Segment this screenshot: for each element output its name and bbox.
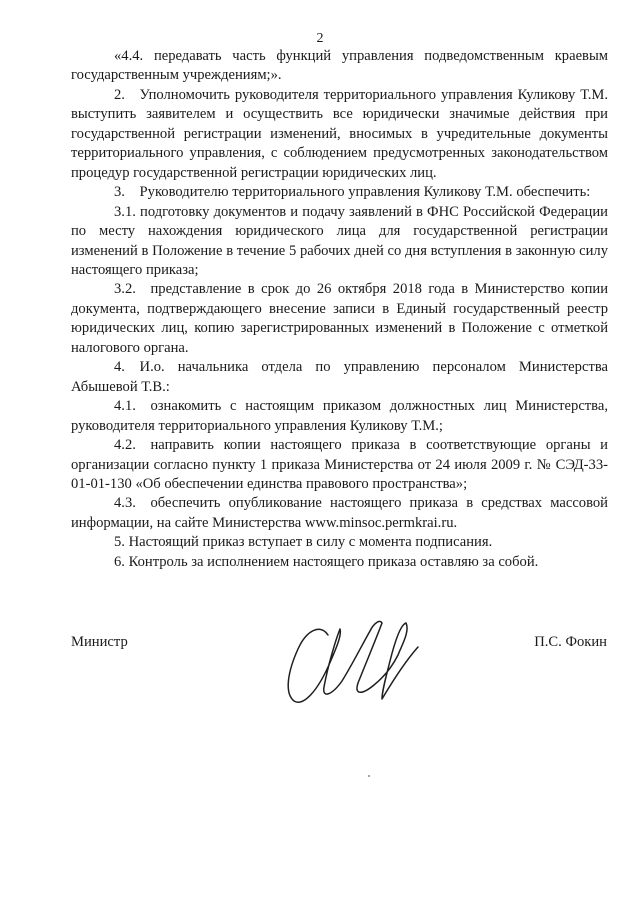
paragraph-3-2: 3.2. представление в срок до 26 октября 2018 года в Министерство копии документа, подтверждающего внесение записи в Единый государственный реестр юридических лиц, копию зарегистрированных изменений в Положение с отметкой налогового органа.	[71, 281, 608, 356]
paragraph-6: 6. Контроль за исполнением настоящего приказа оставляю за собой.	[114, 553, 539, 570]
paragraph-4: 4. И.о. начальника отдела по управлению персоналом Министерства Абышевой Т.В.:	[71, 359, 608, 395]
paragraph-3-1: 3.1. подготовку документов и подачу заявлений в ФНС Российской Федерации по месту нахождения юридического лица для государственной регистрации изменений в Положение в течение 5 рабочих дней со дня вступления в законную силу настоящего приказа;	[71, 203, 608, 278]
signatory-position: Министр	[71, 634, 128, 650]
paragraph-4-1: 4.1. ознакомить с настоящим приказом должностных лиц Министерства, руководителя территориального управления Куликову Т.М.;	[71, 398, 608, 434]
paragraph-5: 5. Настоящий приказ вступает в силу с момента подписания.	[114, 534, 493, 551]
handwritten-signature	[270, 605, 420, 715]
paragraph-4-2: 4.2. направить копии настоящего приказа в соответствующие органы и организации согласно пункту 1 приказа Министерства от 24 июля 2009 г. № СЭД-33-01-01-130 «Об обеспечении единства правового пространства»;	[71, 437, 608, 492]
document-body	[71, 47, 608, 572]
signatory-name: П.С. Фокин	[534, 634, 607, 650]
paragraph-3: 3. Руководителю территориального управления Куликову Т.М. обеспечить:	[114, 184, 591, 201]
scan-speck	[368, 775, 370, 777]
paragraph-4-3: 4.3. обеспечить опубликование настоящего приказа в средствах массовой информации, на сайте Министерства www.minsoc.permkrai.ru.	[71, 495, 608, 531]
paragraph-2: 2. Уполномочить руководителя территориального управления Куликову Т.М. выступить заявителем и осуществить все юридически значимые действия при государственной регистрации изменений, вносимых в учредительные документы территориального управления, с соблюдением предусмотренных законодательством процедур государственной регистрации юридических лиц.	[71, 86, 608, 181]
page-number: 2	[316, 31, 324, 46]
paragraph-4-4: «4.4. передавать часть функций управления подведомственным краевым государственным учреждениям;».	[71, 48, 608, 84]
